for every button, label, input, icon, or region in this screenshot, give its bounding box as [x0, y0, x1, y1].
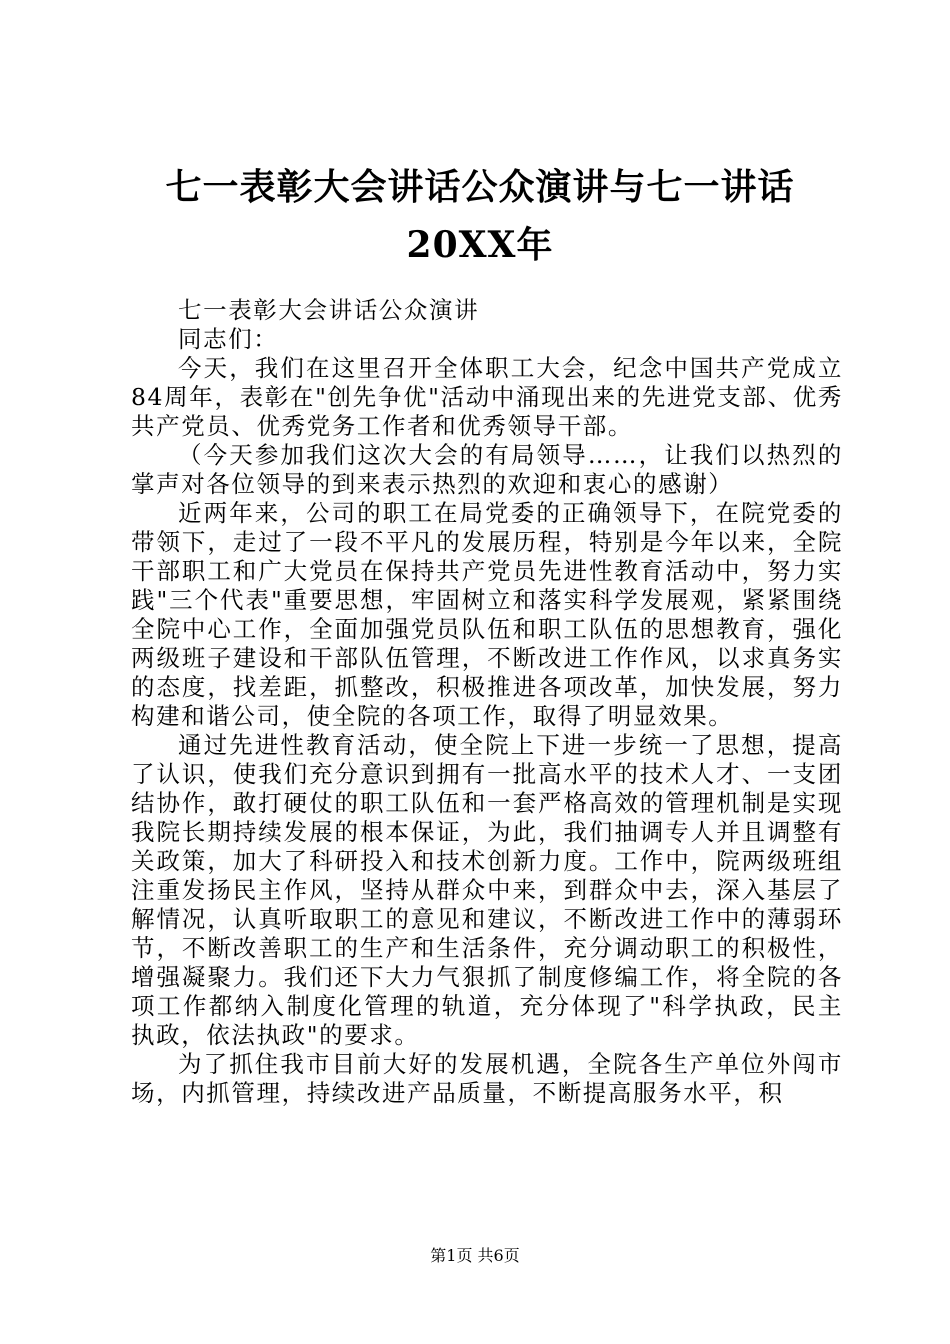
paragraph: 通过先进性教育活动，使全院上下进一步统一了思想，提高了认识，使我们充分意识到拥有一批高水平的技术人才、一支团结协作，敢打硬仗的职工队伍和一套严格高效的管理机制是实现我院长期持续发展的根本保证，为此，我们抽调专人并且调整有关政策，加大了科研投入和技术创新力度。工作中，院两级班组注重发扬民主作风，坚持从群众中来，到群众中去，深入基层了解情况，认真听取职工的意见和建议，不断改进工作中的薄弱环节，不断改善职工的生产和生活条件，充分调动职工的积极性，增强凝聚力。我们还下大力气狠抓了制度修编工作，将全院的各项工作都纳入制度化管理的轨道，充分体现了"科学执政，民主执政，依法执政"的要求。 [131, 731, 843, 1049]
paragraph: 今天，我们在这里召开全体职工大会，纪念中国共产党成立84周年，表彰在"创先争优"活动中涌现出来的先进党支部、优秀共产党员、优秀党务工作者和优秀领导干部。 [131, 354, 843, 440]
document-body [131, 296, 843, 1108]
page-footer: 第1页 共6页 [430, 1246, 520, 1265]
paragraph-salutation: 同志们： [178, 325, 279, 353]
document-title: 七一表彰大会讲话公众演讲与七一讲话20XX年 [165, 166, 795, 266]
paragraph: 近两年来，公司的职工在局党委的正确领导下，在院党委的带领下，走过了一段不平凡的发展历程，特别是今年以来，全院干部职工和广大党员在保持共产党员先进性教育活动中，努力实践"三个代表"重要思想，牢固树立和落实科学发展观，紧紧围绕全院中心工作，全面加强党员队伍和职工队伍的思想教育，强化两级班子建设和干部队伍管理，不断改进工作作风，以求真务实的态度，找差距，抓整改，积极推进各项改革，加快发展，努力构建和谐公司，使全院的各项工作，取得了明显效果。 [131, 499, 843, 730]
paragraph: （今天参加我们这次大会的有局领导……，让我们以热烈的掌声对各位领导的到来表示热烈的欢迎和衷心的感谢） [131, 441, 843, 498]
paragraph: 为了抓住我市目前大好的发展机遇，全院各生产单位外闯市场，内抓管理，持续改进产品质量，不断提高服务水平，积 [131, 1050, 843, 1107]
paragraph-subtitle: 七一表彰大会讲话公众演讲 [178, 296, 480, 324]
